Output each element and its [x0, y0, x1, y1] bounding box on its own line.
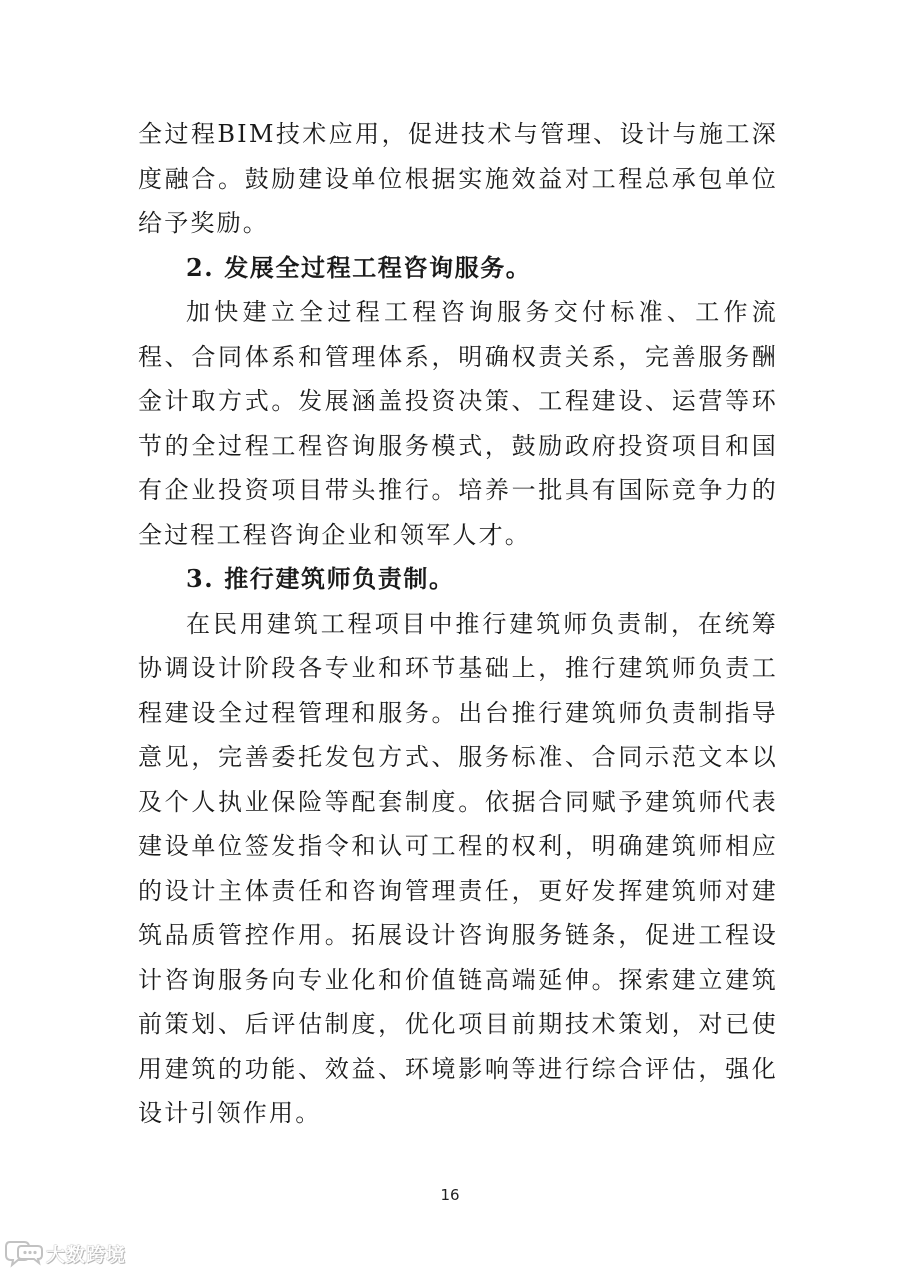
section-heading-consulting: 2. 发展全过程工程咨询服务。	[186, 252, 532, 282]
document-body	[138, 112, 778, 1136]
section-heading-architect: 3. 推行建筑师负责制。	[186, 564, 455, 593]
watermark-text: 大数跨境	[46, 1243, 127, 1266]
paragraph-architect: 在民用建筑工程项目中推行建筑师负责制，在统筹协调设计阶段各专业和环节基础上，推行建筑师负责工程建设全过程管理和服务。出台推行建筑师负责制指导意见，完善委托发包方式、服务标准、合同示范文本以及个人执业保险等配套制度。依据合同赋予建筑师代表建设单位签发指令和认可工程的权利，明确建筑师相应的设计主体责任和咨询管理责任，更好发挥建筑师对建筑品质管控作用。拓展设计咨询服务链条，促进工程设计咨询服务向专业化和价值链高端延伸。探索建立建筑前策划、后评估制度，优化项目前期技术策划，对已使用建筑的功能、效益、环境影响等进行综合评估，强化设计引领作用。	[138, 609, 778, 1127]
paragraph-bim-continuation: 全过程BIM技术应用，促进技术与管理、设计与施工深度融合。鼓励建设单位根据实施效益对工程总承包单位给予奖励。	[138, 120, 778, 237]
paragraph-consulting: 加快建立全过程工程咨询服务交付标准、工作流程、合同体系和管理体系，明确权责关系，完善服务酬金计取方式。发展涵盖投资决策、工程建设、运营等环节的全过程工程咨询服务模式，鼓励政府投资项目和国有企业投资项目带头推行。培养一批具有国际竞争力的全过程工程咨询企业和领军人才。	[138, 298, 778, 549]
page-number: 16	[440, 1186, 460, 1204]
chat-bubble-logo-icon	[4, 1238, 44, 1268]
watermark	[4, 1236, 126, 1270]
